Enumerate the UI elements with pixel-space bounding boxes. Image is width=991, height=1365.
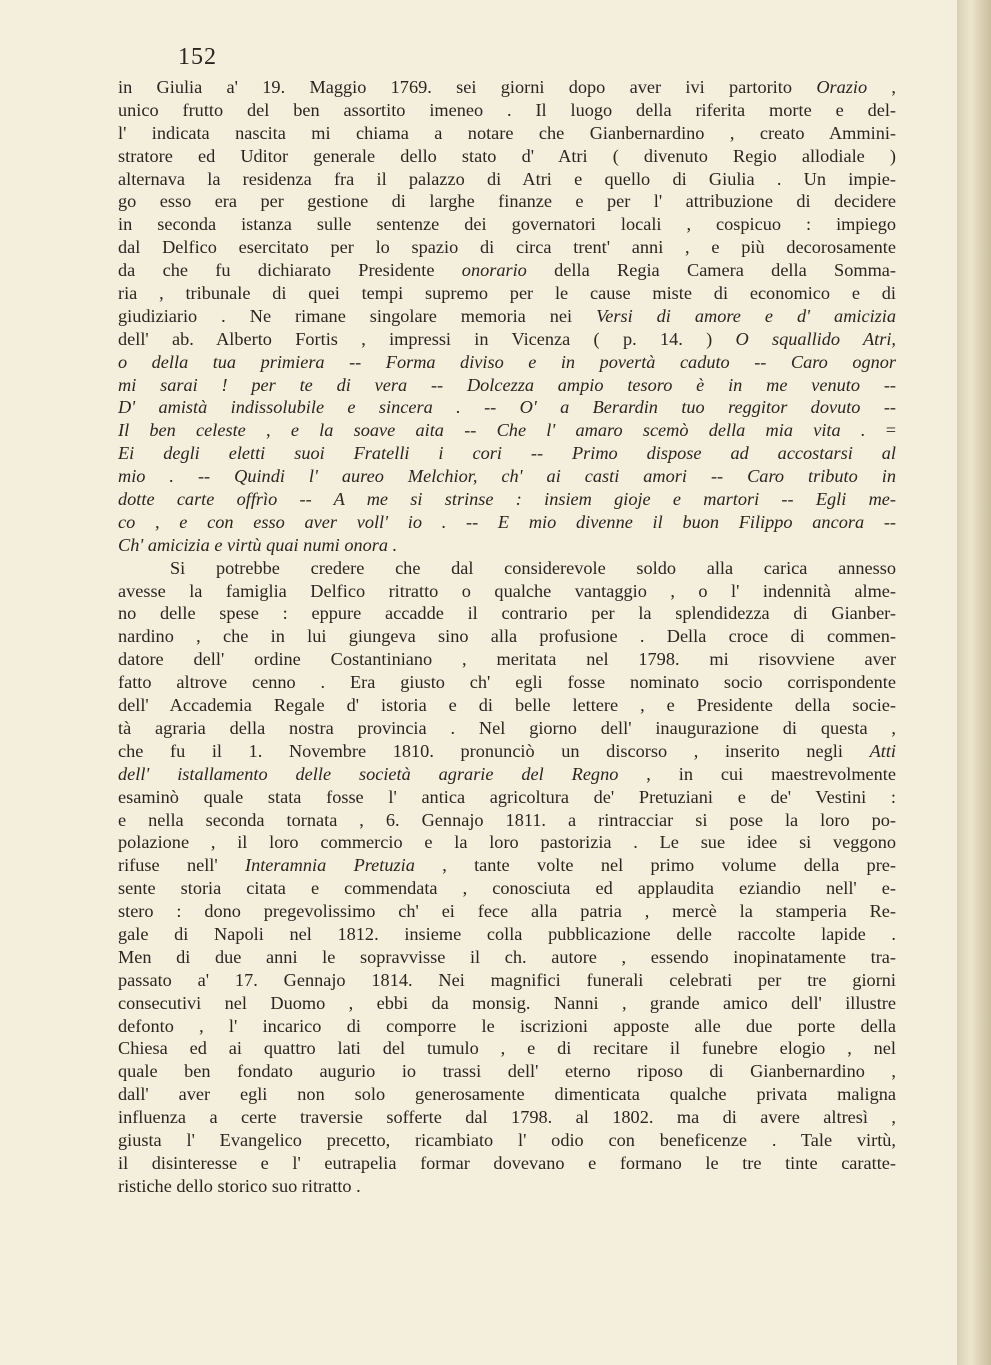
text-segment: tà agraria della nostra provincia . Nel giorno dell' inaugurazione di questa , <box>118 717 896 738</box>
text-segment: in Giulia a' 19. Maggio 1769. sei giorni dopo aver ivi partorito <box>118 77 817 97</box>
text-segment: l' indicata nascita mi chiama a notare che Gianbernardino , creato Ammini- <box>118 122 896 143</box>
text-line <box>118 717 896 740</box>
italic-text: Versi di amore e d' amicizia <box>596 305 896 326</box>
text-segment: dell' ab. Alberto Fortis , impressi in Vicenza ( p. 14. ) <box>118 328 736 349</box>
text-line <box>118 969 896 992</box>
text-line <box>118 854 896 877</box>
text-segment: quale ben fondato augurio io trassi dell' eterno riposo di Gianbernardino , <box>118 1061 896 1082</box>
text-line <box>118 740 896 763</box>
text-line <box>118 442 896 465</box>
text-line <box>118 396 896 419</box>
text-line <box>118 923 896 946</box>
text-segment: unico frutto del ben assortito imeneo . Il luogo della riferita morte e del- <box>118 99 896 120</box>
text-segment: da che fu dichiarato Presidente <box>118 260 462 281</box>
text-line <box>118 992 896 1015</box>
text-segment: datore dell' ordine Costantiniano , meritata nel 1798. mi risovviene aver <box>118 649 896 670</box>
italic-text: dotte carte offrìo -- A me si strinse : insiem gioje e martori -- Egli me- <box>118 489 896 510</box>
page-edge <box>957 0 991 1365</box>
text-line <box>118 557 896 580</box>
text-line <box>118 763 896 786</box>
text-segment: sente storia citata e commendata , conosciuta ed applaudita eziandio nell' e- <box>118 878 896 899</box>
text-line <box>118 1060 896 1083</box>
text-segment: Chiesa ed ai quattro lati del tumulo , e di recitare il funebre elogio , nel <box>118 1038 896 1059</box>
text-line <box>118 809 896 832</box>
text-segment: della Regia Camera della Somma- <box>526 260 896 281</box>
text-segment: defonto , l' incarico di comporre le iscrizioni apposte alle due porte della <box>118 1015 896 1036</box>
text-line <box>118 786 896 809</box>
text-line <box>118 671 896 694</box>
text-segment: esaminò quale stata fosse l' antica agricoltura de' Pretuziani e de' Vestini : <box>118 786 896 807</box>
text-line <box>118 900 896 923</box>
text-segment: go esso era per gestione di larghe finanze e per l' attribuzione di decidere <box>118 191 896 212</box>
text-line <box>118 465 896 488</box>
text-line <box>118 625 896 648</box>
italic-text: mi sarai ! per te di vera -- Dolcezza ampio tesoro è in me venuto -- <box>118 374 896 395</box>
text-segment: rifuse nell' <box>118 855 245 876</box>
text-line <box>118 648 896 671</box>
text-segment: avesse la famiglia Delfico ritratto o qualche vantaggio , o l' indennità alme- <box>118 580 896 601</box>
italic-text: dell' istallamento delle società agrarie del Regno <box>118 763 619 784</box>
text-segment: stratore ed Uditor generale dello stato d' Atri ( divenuto Regio allodiale ) <box>118 145 896 166</box>
italic-text: O squallido Atri, <box>735 328 896 349</box>
text-line <box>118 190 896 213</box>
text-line <box>118 305 896 328</box>
text-line <box>118 511 896 534</box>
text-segment: alternava la residenza fra il palazzo di Atri e quello di Giulia . Un impie- <box>118 168 896 189</box>
text-line <box>118 374 896 397</box>
text-segment: il disinteresse e l' eutrapelia formar dovevano e formano le tre tinte caratte- <box>118 1152 896 1173</box>
text-segment: dal Delfico esercitato per lo spazio di circa trent' anni , e più decorosamente <box>118 237 896 258</box>
text-segment: che fu il 1. Novembre 1810. pronunciò un discorso , inserito negli <box>118 740 870 761</box>
italic-text: Atti <box>869 740 896 761</box>
text-line <box>118 1129 896 1152</box>
italic-text: D' amistà indissolubile e sincera . -- O' a Berardin tuo reggitor dovuto -- <box>118 397 896 418</box>
text-segment: giusta l' Evangelico precetto, ricambiato l' odio con beneficenze . Tale virtù, <box>118 1129 896 1150</box>
page-number: 152 <box>178 44 217 70</box>
text-segment: consecutivi nel Duomo , ebbi da monsig. Nanni , grande amico dell' illustre <box>118 992 896 1013</box>
text-segment: influenza a certe traversie sofferte dal 1798. al 1802. ma di avere altresì , <box>118 1107 896 1128</box>
text-segment: nardino , che in lui giungeva sino alla profusione . Della croce di commen- <box>118 626 896 647</box>
text-line <box>118 419 896 442</box>
italic-text: o della tua primiera -- Forma diviso e in povertà caduto -- Caro ognor <box>118 351 896 372</box>
text-segment: , <box>867 77 896 97</box>
text-segment: stero : dono pregevolissimo ch' ei fece alla patria , mercè la stamperia Re- <box>118 901 896 922</box>
text-line <box>118 488 896 511</box>
text-line <box>118 1106 896 1129</box>
italic-text: co , e con esso aver voll' io . -- E mio divenne il buon Filippo ancora -- <box>118 511 896 532</box>
text-segment: = <box>885 420 896 441</box>
text-line <box>118 168 896 191</box>
italic-text: Ch' amicizia e virtù quai numi onora . <box>118 534 398 555</box>
text-line <box>118 1083 896 1106</box>
text-line <box>118 122 896 145</box>
text-line <box>118 534 896 557</box>
text-line <box>118 145 896 168</box>
text-segment: , in cui maestrevolmente <box>618 763 896 784</box>
text-line <box>118 351 896 374</box>
text-segment: giudiziario . Ne rimane singolare memoria nei <box>118 305 597 326</box>
text-segment: dall' aver egli non solo generosamente dimenticata qualche privata maligna <box>118 1084 896 1105</box>
italic-text: Ei degli eletti suoi Fratelli i cori -- Primo dispose ad accostarsi al <box>118 443 896 464</box>
italic-text: Interamnia Pretuzia <box>245 855 415 876</box>
text-line <box>118 76 896 99</box>
text-line <box>118 1152 896 1175</box>
text-segment: in seconda istanza sulle sentenze dei governatori locali , cospicuo : impiego <box>118 214 896 235</box>
text-line <box>118 946 896 969</box>
text-line <box>118 213 896 236</box>
text-segment: no delle spese : eppure accadde il contrario per la splendidezza di Gianber- <box>118 603 896 624</box>
text-line <box>118 602 896 625</box>
text-line <box>118 831 896 854</box>
text-segment: Si potrebbe credere che dal considerevole soldo alla carica annesso <box>170 557 896 578</box>
italic-text: Orazio <box>816 77 868 97</box>
text-segment: gale di Napoli nel 1812. insieme colla pubblicazione delle raccolte lapide . <box>118 923 896 944</box>
text-segment: , tante volte nel primo volume della pre- <box>414 855 896 876</box>
text-segment: ristiche dello storico suo ritratto . <box>118 1175 361 1196</box>
text-line <box>118 1015 896 1038</box>
text-line <box>118 694 896 717</box>
text-segment: passato a' 17. Gennajo 1814. Nei magnifici funerali celebrati per tre giorni <box>118 969 896 990</box>
italic-text: mio . -- Quindi l' aureo Melchior, ch' ai casti amori -- Caro tributo in <box>118 466 896 487</box>
body-text <box>118 76 896 1198</box>
text-line <box>118 236 896 259</box>
text-segment: polazione , il loro commercio e la loro pastorizia . Le sue idee si veggono <box>118 832 896 853</box>
text-line <box>118 1175 896 1198</box>
text-segment: dell' Accademia Regale d' istoria e di belle lettere , e Presidente della socie- <box>118 695 896 716</box>
text-line <box>118 580 896 603</box>
text-line <box>118 1037 896 1060</box>
text-line <box>118 259 896 282</box>
text-segment: fatto altrove cenno . Era giusto ch' egli fosse nominato socio corrispondente <box>118 672 896 693</box>
italic-text: onorario <box>461 260 527 281</box>
text-segment: Men di due anni le sopravvisse il ch. autore , essendo inopinatamente tra- <box>118 946 896 967</box>
text-line <box>118 877 896 900</box>
text-segment: ria , tribunale di quei tempi supremo per le cause miste di economico e di <box>118 283 896 304</box>
text-segment: e nella seconda tornata , 6. Gennajo 1811. a rintracciar si pose la loro po- <box>118 809 896 830</box>
text-line <box>118 282 896 305</box>
italic-text: Il ben celeste , e la soave aita -- Che l' amaro scemò della mia vita . <box>118 420 886 441</box>
text-line <box>118 99 896 122</box>
text-line <box>118 328 896 351</box>
